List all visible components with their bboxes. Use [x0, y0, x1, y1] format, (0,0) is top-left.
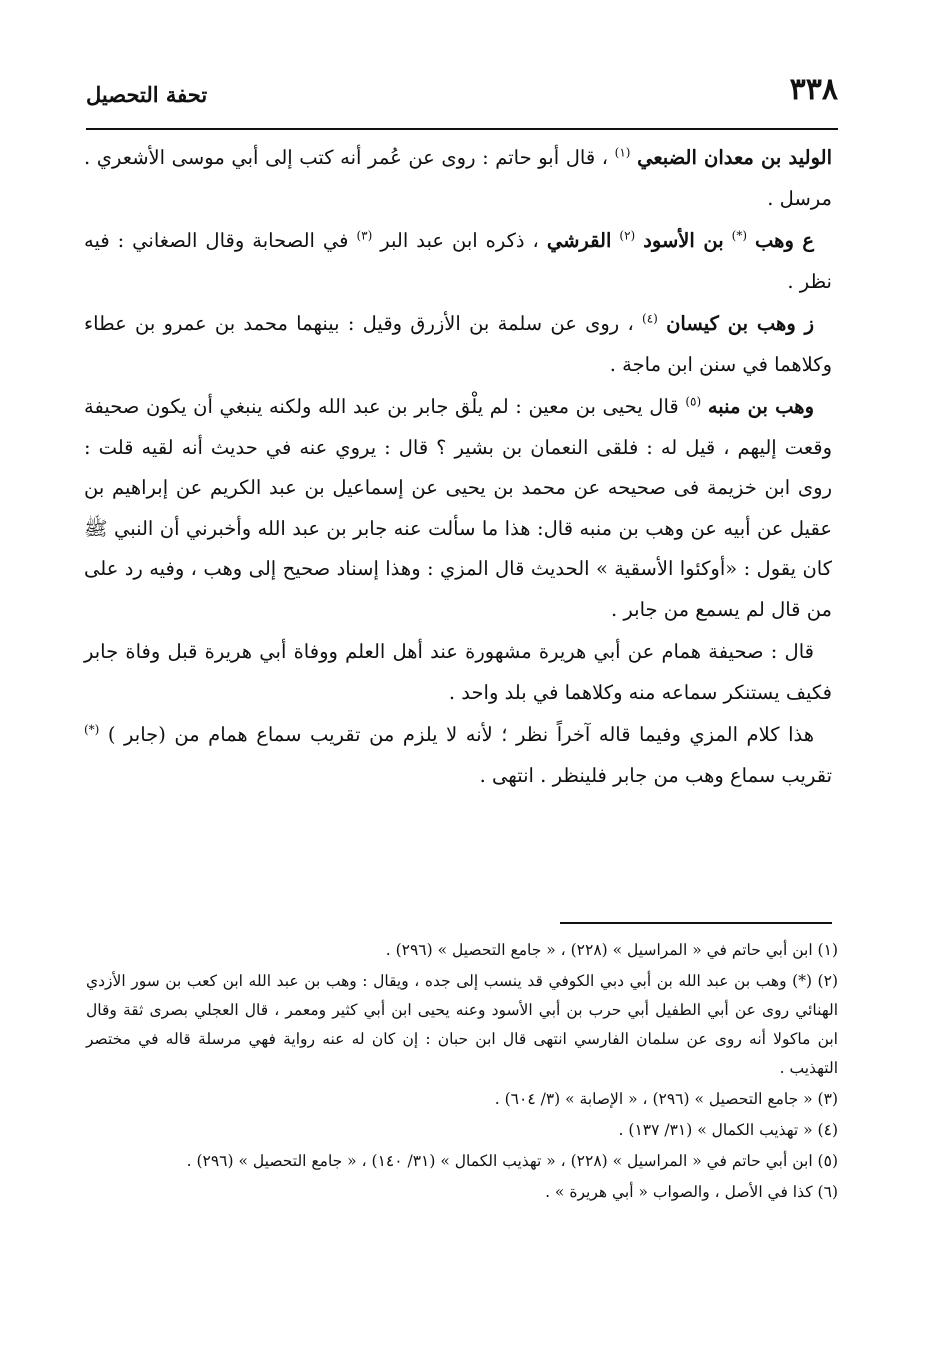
footnote-4: (٤) « تهذيب الكمال » (٣١/ ١٣٧) .: [618, 1121, 838, 1139]
header-rule: [86, 128, 838, 130]
entry-waleed: [84, 138, 832, 219]
paragraph-text: قال : صحيفة همام عن أبي هريرة مشهورة عند أهل العلم ووفاة أبي هريرة قبل وفاة جابر فكيف يستنكر سماعه منه وكلاهما في بلد واحد .: [84, 640, 832, 704]
entry-prefix: ع وهب: [755, 229, 815, 252]
footnote-2: (٢) (*) وهب بن عبد الله بن أبي دبي الكوفي قد ينسب إلى جده ، ويقال : وهب بن عبد الله ابن كعب بن سور الأزدي الهنائي روى عن أبي الطفيل أبي حرب بن أبي الأسود وعنه يحيى ابن أبي كثير ومعمر ، قال العجلي بصرى ثقة وقال ابن ماكولا أنه روى عن سلمان الفارسي انتهى قال ابن حبان : إن كان له عنه رواية فهي مرسلة قاله في مختصر التهذيب .: [86, 972, 838, 1077]
footnote-ref: (٤): [642, 311, 658, 326]
main-text: [84, 138, 832, 796]
entry-text: قال يحيى بن معين : لم يلْق جابر بن عبد الله ولكنه ينبغي أن يكون صحيفة وقعت إليهم ، قيل له : فلقى النعمان بن بشير ؟ قال : يروي عنه في حديث أنه لقيه قلت : روى ابن خزيمة فى صحيحه عن محمد بن يحيى عن إسماعيل بن عبد الكريم عن إبراهيم بن عقيل عن أبيه عن وهب بن منبه قال: هذا ما سألت عنه جابر بن عبد الله وأخبرني أن النبي ﷺ كان يقول : «أوكئوا الأسقية » الحديث قال المزي : وهذا إسناد صحيح إلى وهب ، وفيه رد على من قال لم يسمع من جابر .: [84, 395, 832, 621]
footnote-5: (٥) ابن أبي حاتم في « المراسيل » (٢٢٨) ، « تهذيب الكمال » (٣١/ ١٤٠) ، « جامع التحصيل » (٢٩٦) .: [186, 1152, 838, 1170]
entry-text: ، روى عن سلمة بن الأزرق وقيل : بينهما محمد بن عمرو بن عطاء وكلاهما في سنن ابن ماجة .: [84, 312, 832, 376]
footnote-ref: (١): [614, 145, 631, 160]
entry-text: ، ذكره ابن عبد البر: [380, 229, 539, 252]
entry-text: في الصحابة وقال الصغاني : فيه نظر .: [84, 229, 832, 293]
entry-name: وهب بن منبه: [707, 395, 815, 418]
paragraph-text: تقريب سماع وهب من جابر فلينظر . انتهى .: [479, 763, 832, 787]
entry-text: ، قال أبو حاتم : روى عن عُمر أنه كتب إلى أبي موسى الأشعري . مرسل .: [84, 146, 832, 210]
footnote-ref: (٥): [685, 394, 702, 409]
paragraph-hammam: [84, 632, 832, 713]
entry-name: القرشي: [546, 229, 612, 252]
entry-name: ز وهب بن كيسان: [666, 312, 815, 335]
footnotes: [86, 936, 838, 1209]
footnote-ref: (*): [84, 722, 100, 737]
paragraph-conclusion: [84, 715, 832, 796]
entry-name: بن الأسود: [643, 229, 724, 252]
page-number: ٣٣٨: [789, 72, 838, 107]
footnote-3: (٣) « جامع التحصيل » (٢٩٦) ، « الإصابة » (٣/ ٦٠٤) .: [494, 1090, 838, 1108]
entry-wahb-munabbih: [84, 387, 832, 630]
entry-name: الوليد بن معدان الضبعي: [637, 146, 833, 169]
footnote-ref: (*): [731, 228, 748, 243]
footnote-rule: [560, 922, 832, 924]
entry-wahb-kaysan: [84, 304, 832, 385]
footnote-ref: (٣): [356, 228, 373, 243]
running-title: تحفة التحصيل: [86, 82, 208, 107]
footnote-1: (١) ابن أبي حاتم في « المراسيل » (٢٢٨) ، « جامع التحصيل » (٢٩٦) .: [385, 941, 838, 959]
page-header: [86, 72, 838, 120]
footnote-ref: (٢): [619, 228, 636, 243]
paragraph-text: هذا كلام المزي وفيما قاله آخراً نظر ؛ لأنه لا يلزم من تقريب سماع همام من (جابر ): [107, 723, 815, 746]
entry-wahb-aswad: [84, 221, 832, 302]
footnote-6: (٦) كذا في الأصل ، والصواب « أبي هريرة » .: [545, 1183, 838, 1201]
